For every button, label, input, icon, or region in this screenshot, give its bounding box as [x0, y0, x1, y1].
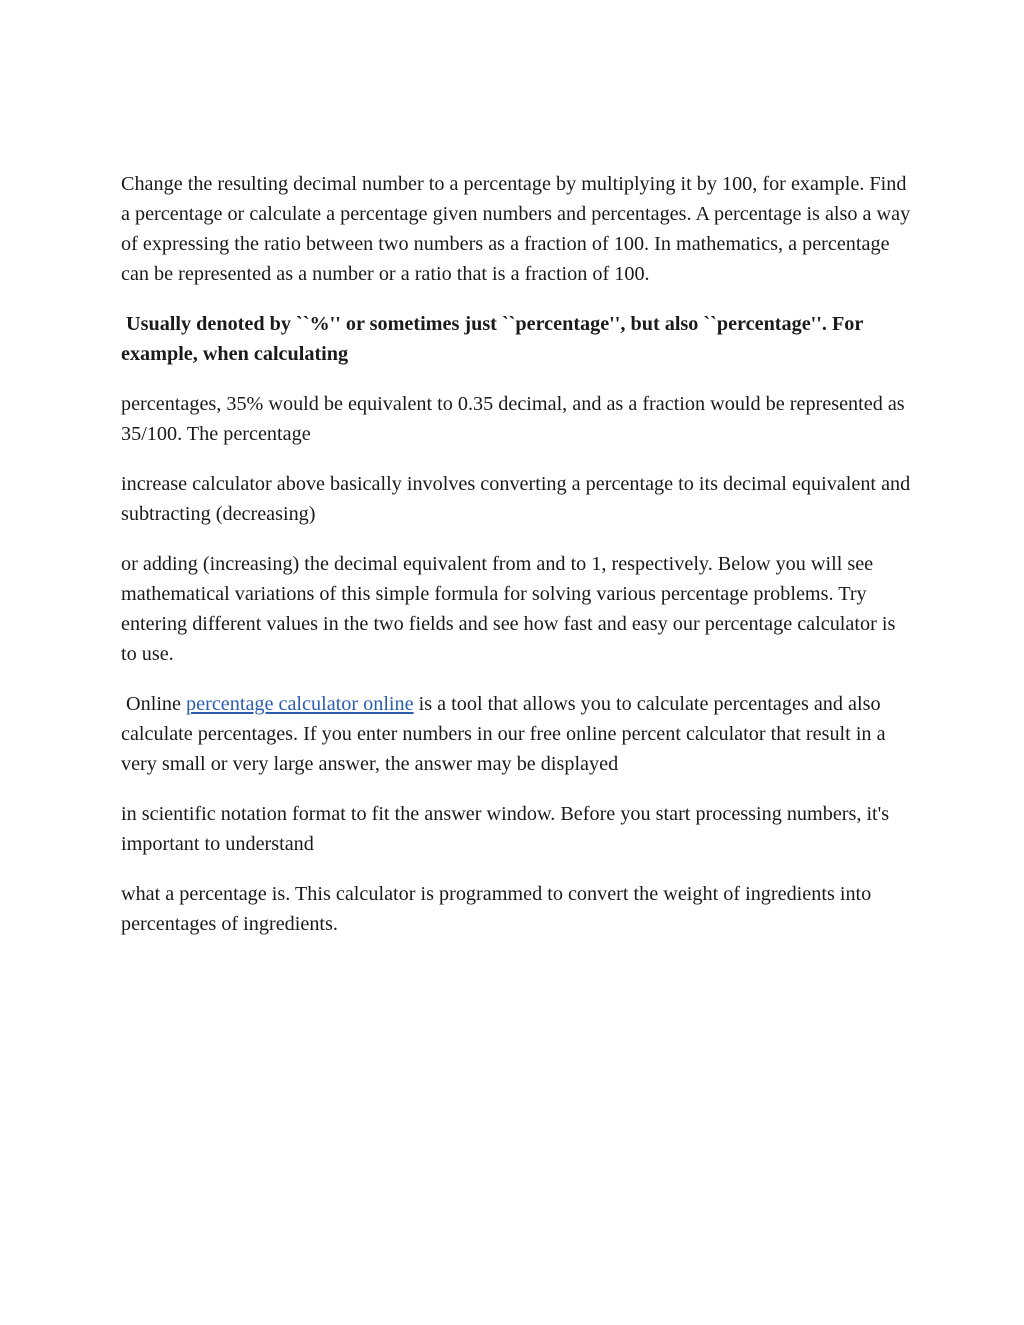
paragraph-5: or adding (increasing) the decimal equivalent from and to 1, respectively. Below you will see mathematical variations of this simple formula for solving various percentage problems. Try entering different values in the two fields and see how fast and easy our percentage calculator is to use. [121, 553, 896, 665]
paragraph-7: in scientific notation format to fit the answer window. Before you start processing numbers, it's important to understand [121, 803, 890, 855]
document-body [121, 169, 911, 959]
paragraph-8: what a percentage is. This calculator is programmed to convert the weight of ingredients into percentages of ingredients. [121, 883, 872, 935]
paragraph-6-lead: Online [121, 693, 187, 715]
paragraph-6-rest: is a tool that allows you to calculate percentages and also calculate percentages. If you enter numbers in our free online percent calculator that result in a very small or very large answer, the answer may be displayed [121, 693, 891, 775]
paragraph-6 [121, 689, 911, 779]
paragraph-2-bold: Usually denoted by ``%'' or sometimes just ``percentage'', but also ``percentage''. For example, when calculating [121, 313, 869, 365]
paragraph-4: increase calculator above basically involves converting a percentage to its decimal equivalent and subtracting (decreasing) [121, 473, 911, 525]
paragraph-1: Change the resulting decimal number to a percentage by multiplying it by 100, for example. Find a percentage or calculate a percentage given numbers and percentages. A percentage is also a way of expressing the ratio between two numbers as a fraction of 100. In mathematics, a percentage can be represented as a number or a ratio that is a fraction of 100. [121, 173, 911, 285]
paragraph-3: percentages, 35% would be equivalent to 0.35 decimal, and as a fraction would be represented as 35/100. The percentage [121, 393, 905, 445]
percentage-calculator-link[interactable]: percentage calculator online [186, 693, 414, 715]
